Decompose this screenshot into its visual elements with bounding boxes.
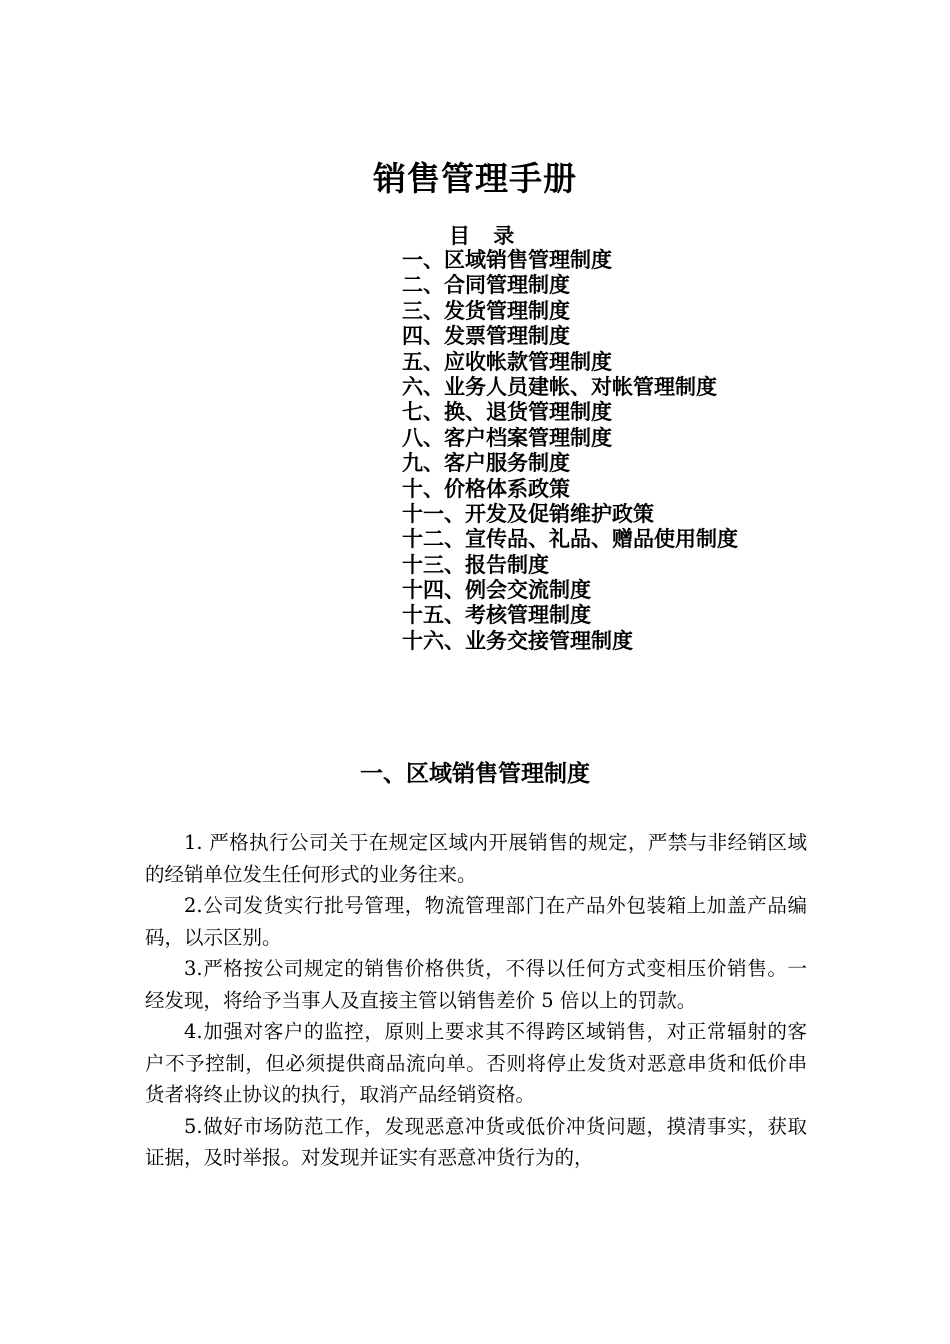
toc-item: 七、换、退货管理制度 bbox=[402, 400, 612, 425]
toc-item: 八、客户档案管理制度 bbox=[402, 425, 612, 450]
toc-heading: 目 录 bbox=[449, 224, 523, 248]
document-title: 销售管理手册 bbox=[373, 159, 577, 198]
toc-item: 五、应收帐款管理制度 bbox=[402, 349, 612, 374]
toc-item: 十二、宣传品、礼品、赠品使用制度 bbox=[402, 527, 738, 552]
section-heading: 一、区域销售管理制度 bbox=[360, 761, 590, 787]
section-body bbox=[145, 827, 807, 1174]
toc-item: 二、合同管理制度 bbox=[402, 273, 570, 298]
toc-item: 十六、业务交接管理制度 bbox=[402, 628, 633, 653]
toc-item: 十三、报告制度 bbox=[402, 552, 549, 577]
toc-item: 十一、开发及促销维护政策 bbox=[402, 501, 654, 526]
paragraph: 5.做好市场防范工作，发现恶意冲货或低价冲货问题，摸清事实，获取证据，及时举报。对发现并证实有恶意冲货行为的， bbox=[145, 1114, 807, 1169]
table-of-contents bbox=[402, 248, 738, 654]
paragraph: 2.公司发货实行批号管理，物流管理部门在产品外包装箱上加盖产品编码，以示区别。 bbox=[145, 894, 807, 949]
toc-item: 十五、考核管理制度 bbox=[402, 603, 591, 628]
paragraph: 3.严格按公司规定的销售价格供货，不得以任何方式变相压价销售。一经发现，将给予当事人及直接主管以销售差价 5 倍以上的罚款。 bbox=[145, 957, 807, 1012]
toc-item: 十四、例会交流制度 bbox=[402, 578, 591, 603]
toc-item: 一、区域销售管理制度 bbox=[402, 248, 612, 272]
paragraph: 4.加强对客户的监控，原则上要求其不得跨区域销售，对正常辐射的客户不予控制，但必须提供商品流向单。否则将停止发货对恶意串货和低价串货者将终止协议的执行，取消产品经销资格。 bbox=[145, 1020, 807, 1106]
paragraph: 1. 严格执行公司关于在规定区域内开展销售的规定，严禁与非经销区域的经销单位发生任何形式的业务往来。 bbox=[145, 831, 807, 886]
toc-item: 三、发货管理制度 bbox=[402, 298, 570, 323]
toc-item: 九、客户服务制度 bbox=[402, 451, 570, 476]
toc-item: 四、发票管理制度 bbox=[402, 324, 570, 349]
toc-item: 十、价格体系政策 bbox=[402, 476, 570, 501]
toc-item: 六、业务人员建帐、对帐管理制度 bbox=[402, 374, 717, 399]
